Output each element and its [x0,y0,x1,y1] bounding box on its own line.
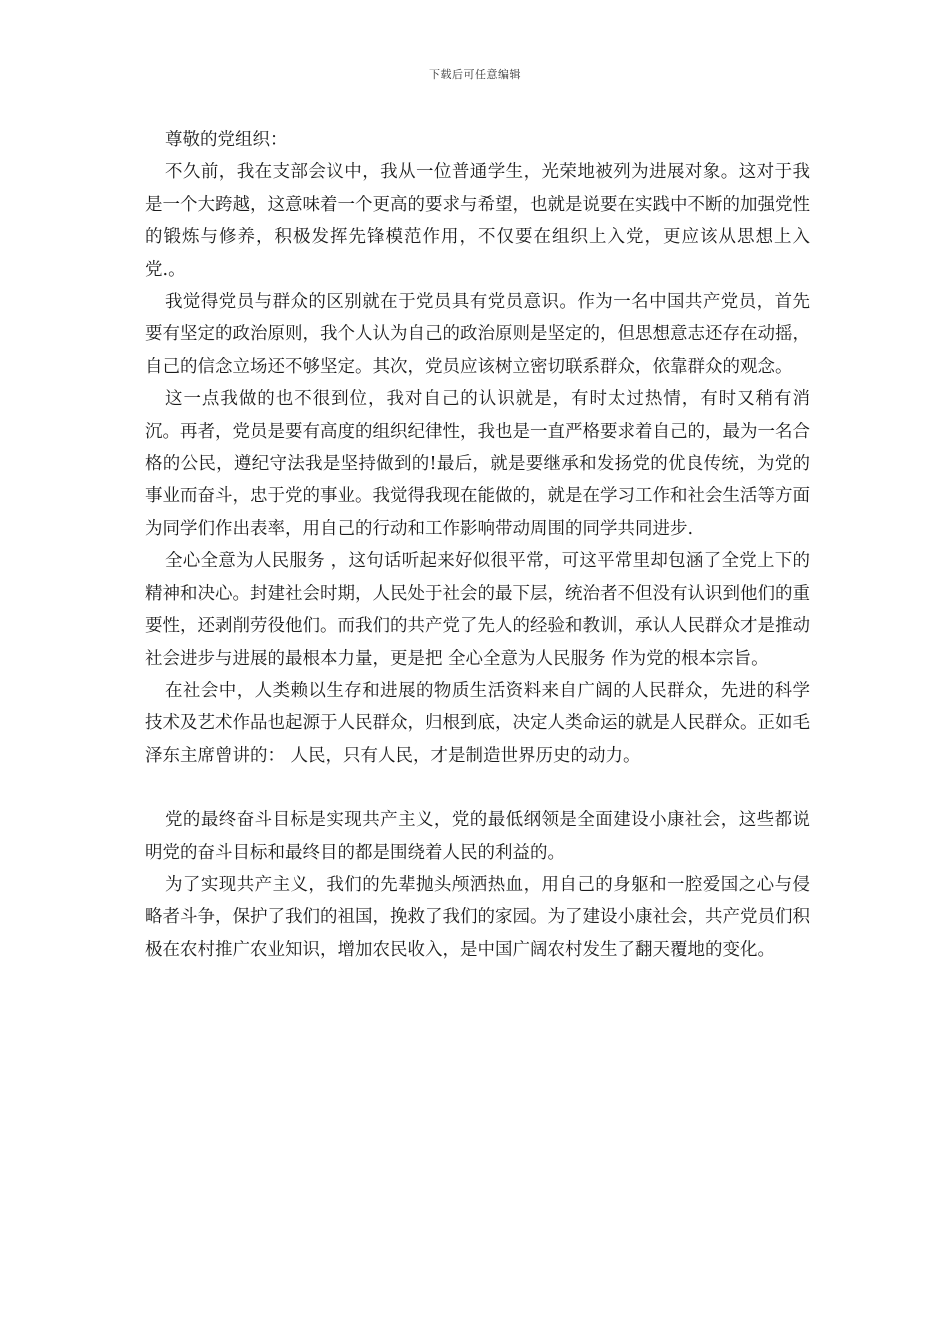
paragraph-2: 我觉得党员与群众的区别就在于党员具有党员意识。作为一名中国共产党员，首先要有坚定的政治原则，我个人认为自己的政治原则是坚定的，但思想意志还存在动摇，自己的信念立场还不够坚定。其次，党员应该树立密切联系群众，依靠群众的观念。 [145,292,810,377]
paragraph-1: 不久前，我在支部会议中，我从一位普通学生，光荣地被列为进展对象。这对于我是一个大跨越，这意味着一个更高的要求与希望，也就是说要在实践中不断的加强党性的锻炼与修养，积极发挥先锋模范作用，不仅要在组织上入党，更应该从思想上入党.。 [145,162,810,280]
page-header-note: 下载后可任意编辑 [429,68,521,81]
document-body [145,124,810,966]
paragraph-4: 全心全意为人民服务 ，这句话听起来好似很平常，可这平常里却包涵了全党上下的精神和决心。封建社会时期，人民处于社会的最下层，统治者不但没有认识到他们的重要性，还剥削劳役他们。而我们的共产党了先人的经验和教训，承认人民群众才是推动社会进步与进展的最根本力量，更是把 全心全意为人民服务 作为党的根本宗旨。 [145,551,810,669]
paragraph-6: 党的最终奋斗目标是实现共产主义，党的最低纲领是全面建设小康社会，这些都说明党的奋斗目标和最终目的都是围绕着人民的利益的。 [145,810,810,863]
paragraph-spacer [145,772,810,804]
paragraph-5: 在社会中，人类赖以生存和进展的物质生活资料来自广阔的人民群众，先进的科学技术及艺术作品也起源于人民群众，归根到底，决定人类命运的就是人民群众。正如毛泽东主席曾讲的： 人民，只有人民，才是制造世界历史的动力。 [145,680,810,766]
paragraph-7: 为了实现共产主义，我们的先辈抛头颅洒热血，用自己的身躯和一腔爱国之心与侵略者斗争，保护了我们的祖国，挽救了我们的家园。为了建设小康社会，共产党员们积极在农村推广农业知识，增加农民收入，是中国广阔农村发生了翻天覆地的变化。 [145,874,810,960]
paragraph-3: 这一点我做的也不很到位，我对自己的认识就是，有时太过热情，有时又稍有消沉。再者，党员是要有高度的组织纪律性，我也是一直严格要求着自己的，最为一名合格的公民，遵纪守法我是坚持做到的!最后，就是要继承和发扬党的优良传统，为党的事业而奋斗，忠于党的事业。我觉得我现在能做的，就是在学习工作和社会生活等方面为同学们作出表率，用自己的行动和工作影响带动周围的同学共同进步. [145,389,810,539]
salutation: 尊敬的党组织： [165,130,288,150]
